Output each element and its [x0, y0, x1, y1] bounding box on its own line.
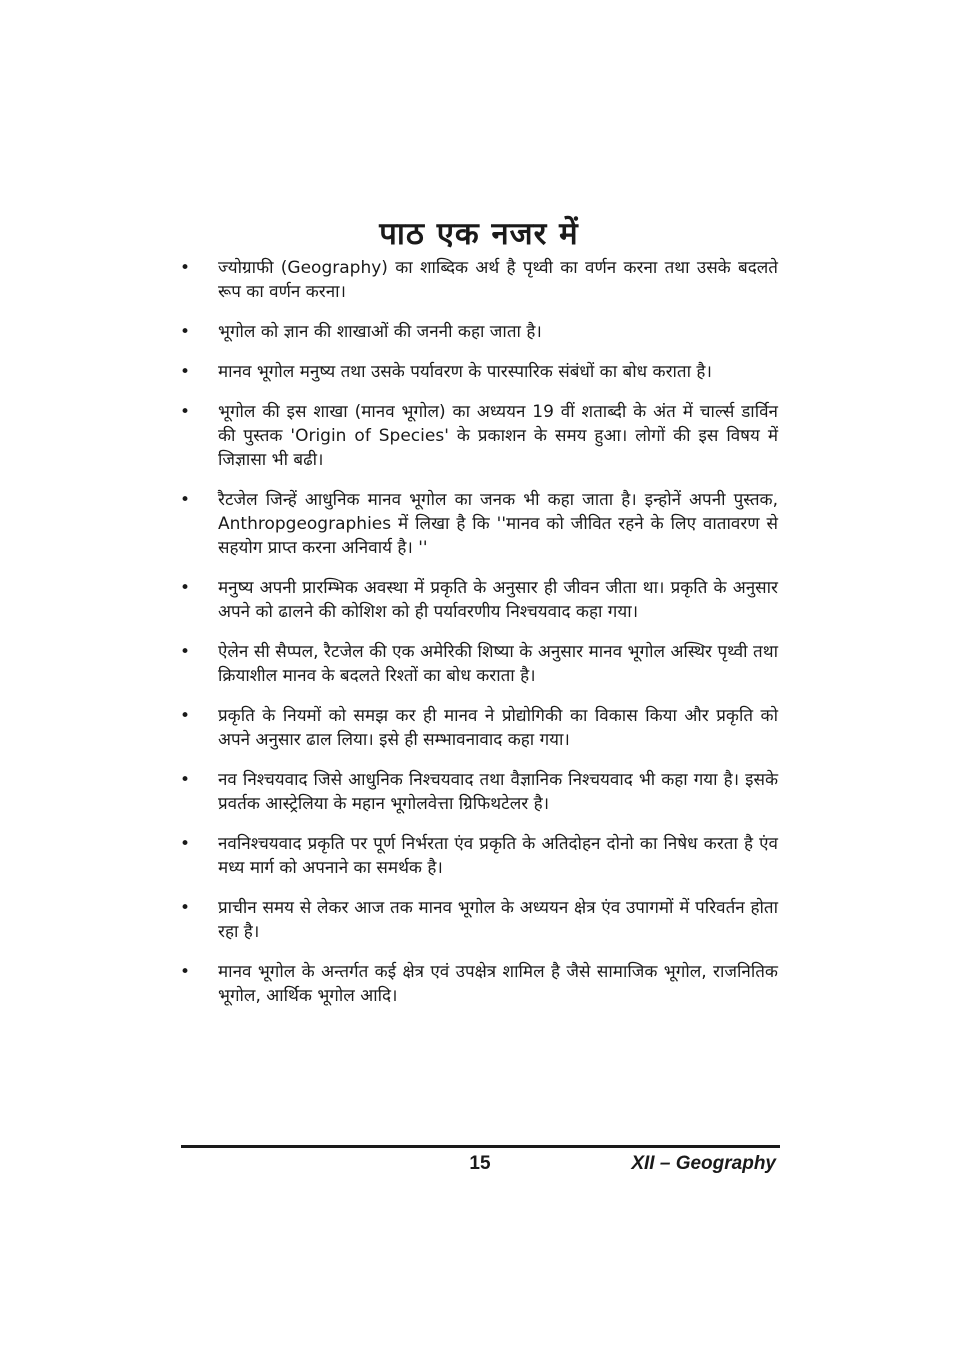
list-item	[180, 960, 778, 1008]
list-item	[180, 400, 778, 472]
list-item	[180, 576, 778, 624]
bullet-icon: •	[180, 402, 191, 422]
book-label: XII – Geography	[631, 1153, 776, 1174]
bullet-icon: •	[180, 362, 191, 382]
list-item-text: मानव भूगोल के अन्तर्गत कई क्षेत्र एवं उपक्षेत्र शामिल है जैसे सामाजिक भूगोल, राजनितिक भूगोल, आर्थिक भूगोल आदि।	[218, 962, 778, 1006]
list-item	[180, 320, 778, 344]
page-number: 15	[469, 1153, 491, 1174]
list-item	[180, 256, 778, 304]
summary-bullet-list	[180, 256, 778, 1024]
bullet-icon: •	[180, 642, 191, 662]
list-item	[180, 488, 778, 560]
bullet-icon: •	[180, 706, 191, 726]
bullet-icon: •	[180, 322, 191, 342]
page-title: पाठ एक नजर में	[379, 216, 579, 252]
bullet-icon: •	[180, 898, 191, 918]
bullet-icon: •	[180, 834, 191, 854]
list-item	[180, 704, 778, 752]
list-item	[180, 360, 778, 384]
bullet-icon: •	[180, 258, 191, 278]
list-item-text: प्रकृति के नियमों को समझ कर ही मानव ने प्रोद्योगिकी का विकास किया और प्रकृति को अपने अनुसार ढाल लिया। इसे ही सम्भावनावाद कहा गया।	[218, 706, 778, 750]
footer-divider	[181, 1145, 780, 1148]
list-item-text: भूगोल की इस शाखा (मानव भूगोल) का अध्ययन 19 वीं शताब्दी के अंत में चार्ल्स डार्विन की पुस्तक 'Origin of Species' के प्रकाशन के समय हुआ। लोगों की इस विषय में जिज्ञासा भी बढी।	[218, 402, 778, 470]
list-item-text: नवनिश्चयवाद प्रकृति पर पूर्ण निर्भरता एंव प्रकृति के अतिदोहन दोनो का निषेध करता है एंव मध्य मार्ग को अपनाने का समर्थक है।	[218, 834, 778, 878]
bullet-icon: •	[180, 962, 191, 982]
list-item	[180, 768, 778, 816]
bullet-icon: •	[180, 578, 191, 598]
list-item-text: ऐलेन सी सैप्पल, रैटजेल की एक अमेरिकी शिष्या के अनुसार मानव भूगोल अस्थिर पृथ्वी तथा क्रियाशील मानव के बदलते रिश्तों का बोध कराता है।	[218, 642, 778, 686]
list-item-text: ज्योग्राफी (Geography) का शाब्दिक अर्थ है पृथ्वी का वर्णन करना तथा उसके बदलते रूप का वर्णन करना।	[218, 258, 778, 302]
list-item-text: नव निश्चयवाद जिसे आधुनिक निश्चयवाद तथा वैज्ञानिक निश्चयवाद भी कहा गया है। इसके प्रवर्तक आस्ट्रेलिया के महान भूगोलवेत्ता ग्रिफिथटेलर है।	[218, 770, 778, 814]
bullet-icon: •	[180, 490, 191, 510]
list-item-text: भूगोल को ज्ञान की शाखाओं की जननी कहा जाता है।	[218, 322, 542, 342]
list-item-text: रैटजेल जिन्हें आधुनिक मानव भूगोल का जनक भी कहा जाता है। इन्होनें अपनी पुस्तक, Anthropgeographies में लिखा है कि ''मानव को जीवित रहने के लिए वातावरण से सहयोग प्राप्त करना अनिवार्य है। ''	[218, 490, 778, 558]
list-item	[180, 896, 778, 944]
list-item-text: मनुष्य अपनी प्रारम्भिक अवस्था में प्रकृति के अनुसार ही जीवन जीता था। प्रकृति के अनुसार अपने को ढालने की कोशिश को ही पर्यावरणीय निश्चयवाद कहा गया।	[218, 578, 778, 622]
list-item	[180, 832, 778, 880]
bullet-icon: •	[180, 770, 191, 790]
list-item	[180, 640, 778, 688]
list-item-text: मानव भूगोल मनुष्य तथा उसके पर्यावरण के पारस्पारिक संबंधों का बोध कराता है।	[218, 362, 712, 382]
list-item-text: प्राचीन समय से लेकर आज तक मानव भूगोल के अध्ययन क्षेत्र एंव उपागमों में परिवर्तन होता रहा है।	[218, 898, 778, 942]
